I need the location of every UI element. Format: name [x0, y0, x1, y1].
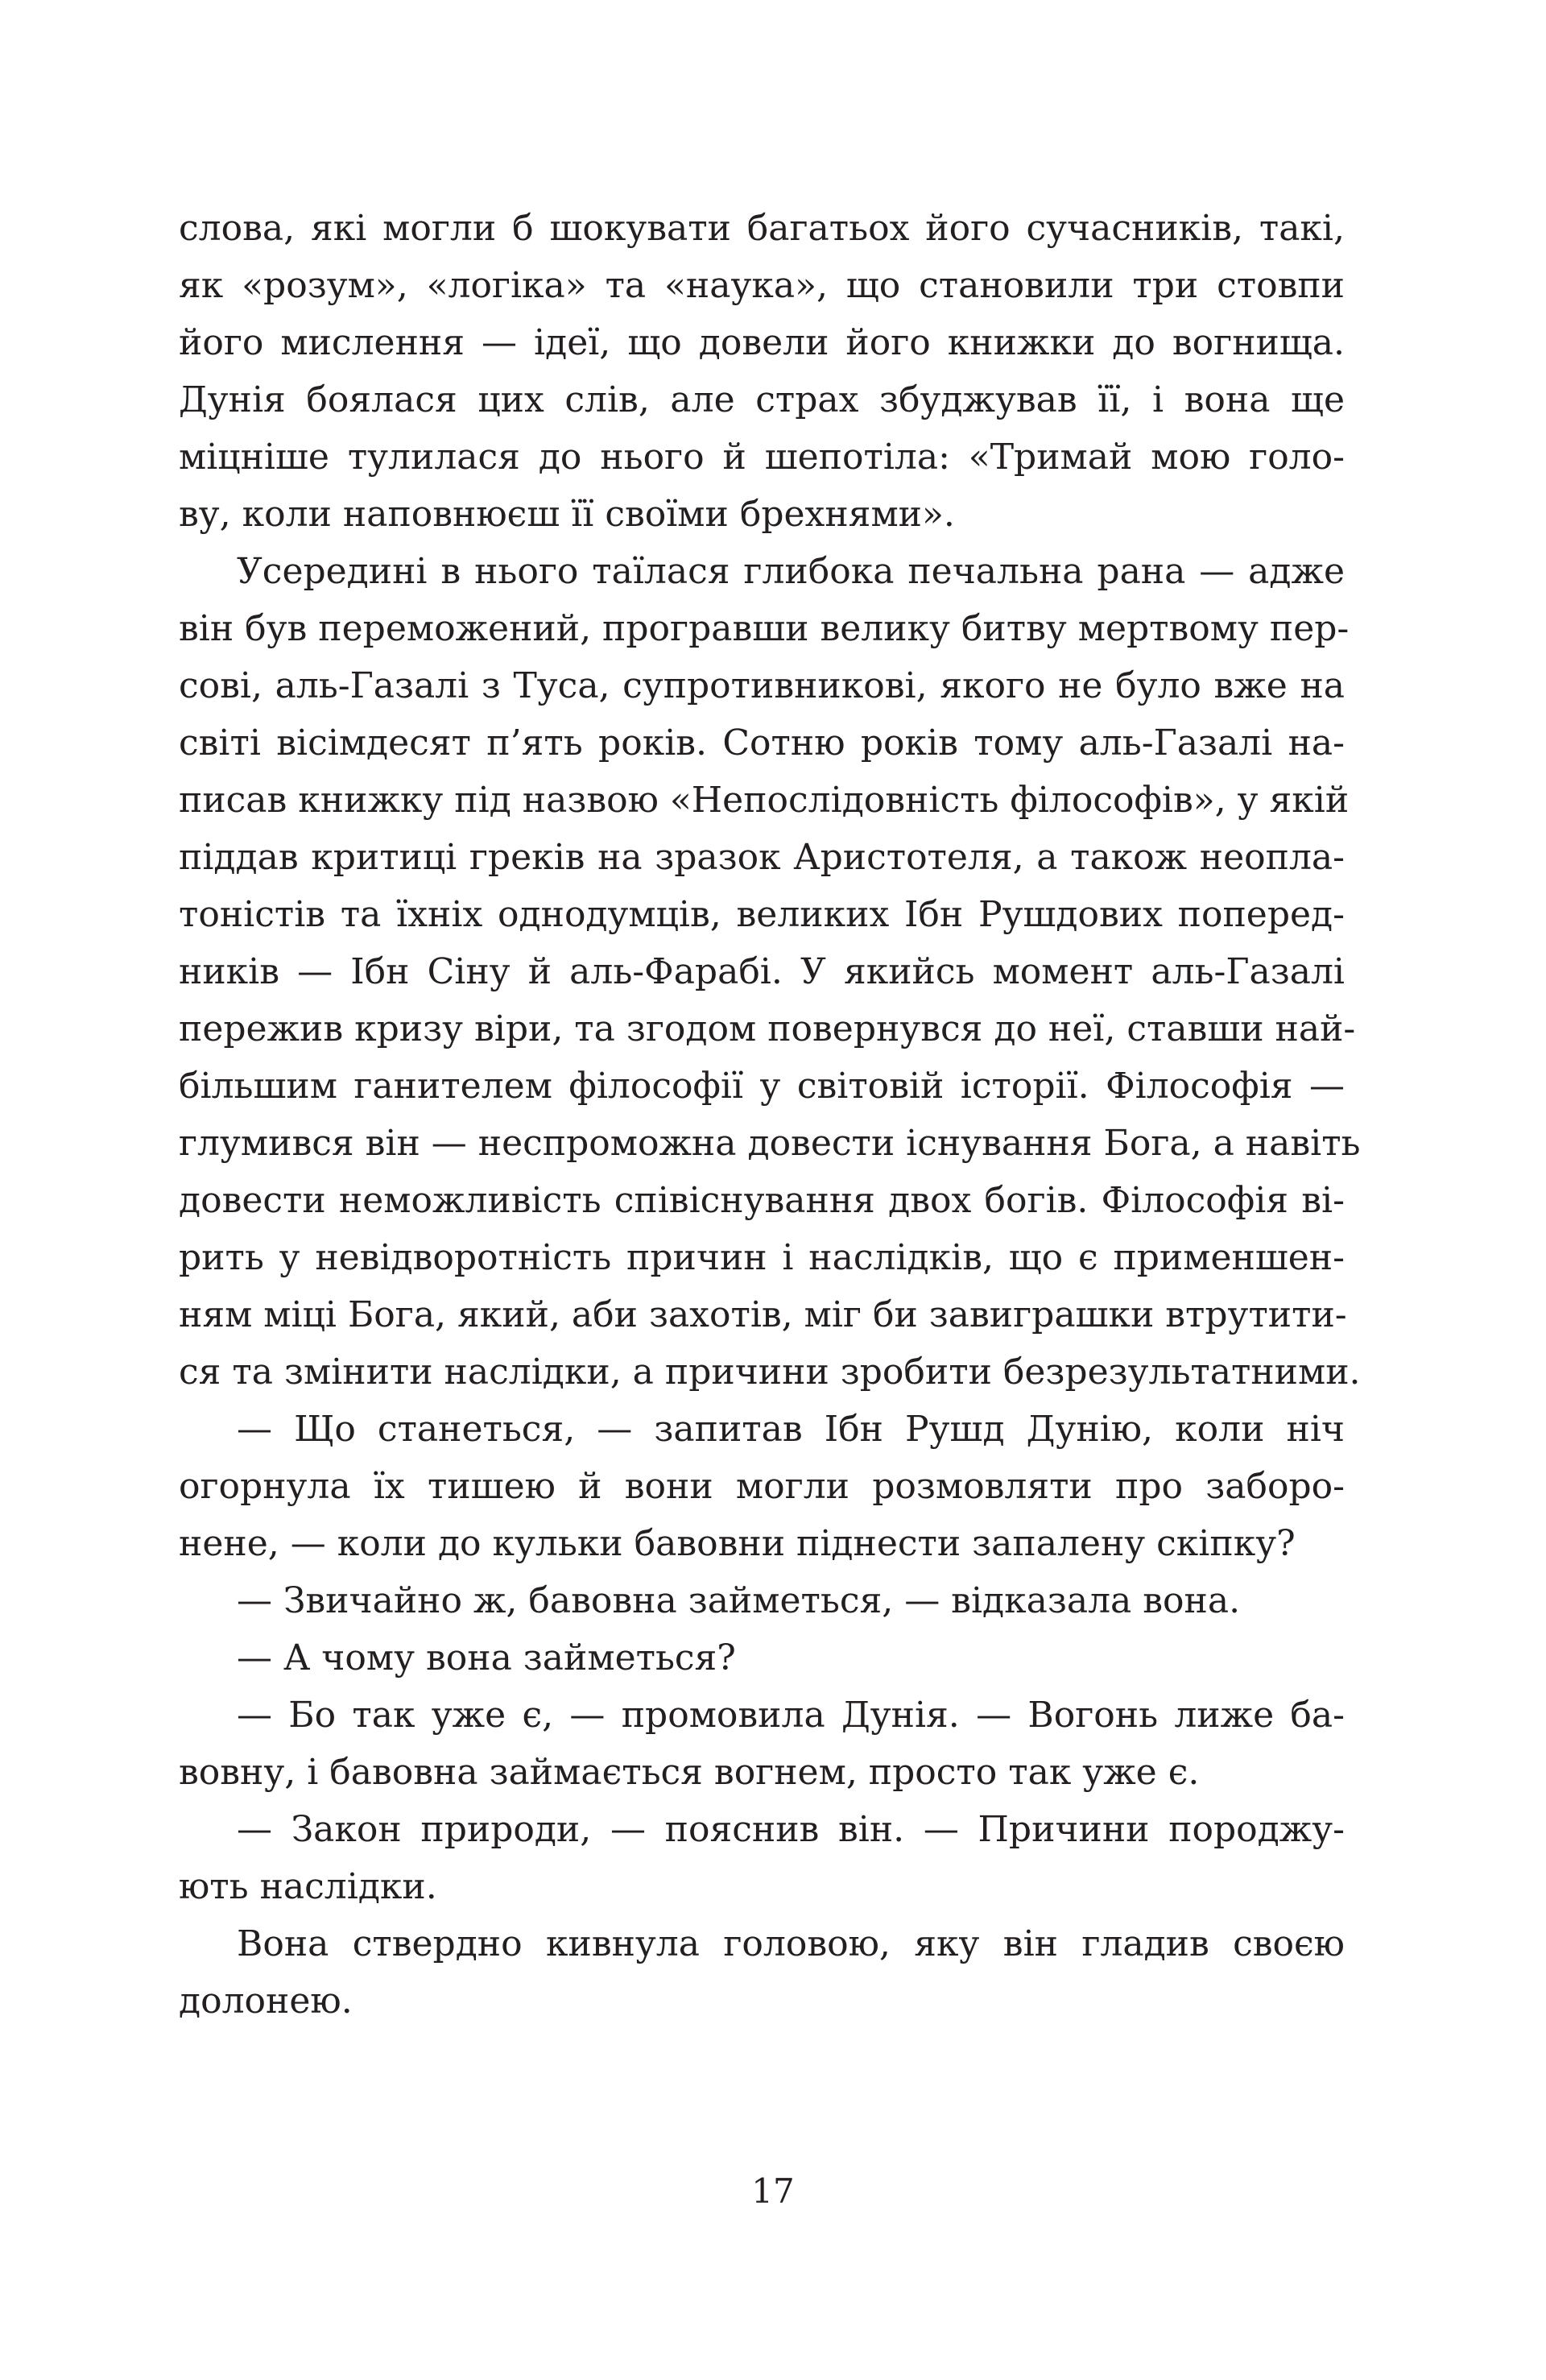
- text-line: більшим ганителем філософії у світовій історії. Філософія —: [179, 1066, 1345, 1107]
- text-line: як «розум», «логіка» та «наука», що становили три стовпи: [179, 265, 1345, 306]
- text-line: ників — Ібн Сіну й аль-Фарабі. У якийсь момент аль-Газалі: [179, 951, 1345, 992]
- text-line: світі вісімдесят п’ять років. Сотню років тому аль-Газалі на-: [179, 722, 1345, 764]
- text-line: він був переможений, програвши велику битву мертвому пер-: [179, 608, 1350, 649]
- dialogue-line: — А чому вона займеться?: [237, 1637, 736, 1678]
- text-line: Усередині в нього таїлася глибока печальна рана — адже: [237, 551, 1345, 592]
- text-line: Вона ствердно кивнула головою, яку він гладив своєю: [237, 1923, 1345, 1964]
- text-line: його мислення — ідеї, що довели його книжки до вогнища.: [179, 322, 1345, 363]
- text-line: долонею.: [179, 1981, 353, 2022]
- dialogue-line: — Бо так уже є, — промовила Дунія. — Вогонь лиже ба-: [237, 1695, 1345, 1736]
- text-line: сові, аль-Газалі з Туса, супротивникові, якого не було вже на: [179, 665, 1345, 706]
- text-line: піддав критиці греків на зразок Аристотеля, а також неопла-: [179, 837, 1345, 878]
- text-line: пережив кризу віри, та згодом повернувся до неї, ставши най-: [179, 1008, 1356, 1049]
- dialogue-line: — Звичайно ж, бавовна займеться, — відказала вона.: [237, 1580, 1241, 1621]
- body-text: [179, 200, 1361, 2030]
- text-line: огорнула їх тишею й вони могли розмовляти про заборо-: [179, 1466, 1345, 1507]
- text-line: ють наслідки.: [179, 1866, 437, 1907]
- page-number: 17: [751, 2171, 795, 2211]
- dialogue-line: — Що станеться, — запитав Ібн Рушд Дунію, коли ніч: [237, 1409, 1345, 1450]
- text-line: вовну, і бавовна займається вогнем, просто так уже є.: [179, 1752, 1200, 1793]
- text-line: Дунія боялася цих слів, але страх збуджував її, і вона ще: [179, 379, 1345, 420]
- text-line: тоністів та їхніх однодумців, великих Ібн Рушдових поперед-: [179, 894, 1345, 935]
- text-line: ся та змінити наслідки, а причини зробити безрезультатними.: [179, 1351, 1361, 1393]
- text-line: довести неможливість співіснування двох богів. Філософія ві-: [179, 1180, 1345, 1221]
- text-line: ву, коли наповнюєш її своїми брехнями».: [179, 494, 955, 535]
- dialogue-line: — Закон природи, — пояснив він. — Причини породжу-: [237, 1809, 1345, 1850]
- text-line: міцніше тулилася до нього й шепотіла: «Тримай мою голо-: [179, 437, 1345, 478]
- text-line: ням міці Бога, який, аби захотів, міг би завиграшки втрутити-: [179, 1294, 1347, 1335]
- text-line: нене, — коли до кульки бавовни піднести запалену скіпку?: [179, 1523, 1296, 1564]
- text-line: глумився він — неспроможна довести існування Бога, а навіть: [179, 1123, 1361, 1164]
- text-line: писав книжку під назвою «Непослідовність філософів», у якій: [179, 780, 1350, 821]
- text-line: рить у невідворотність причин і наслідків, що є применшен-: [179, 1237, 1345, 1278]
- text-line: слова, які могли б шокувати багатьох його сучасників, такі,: [179, 208, 1345, 249]
